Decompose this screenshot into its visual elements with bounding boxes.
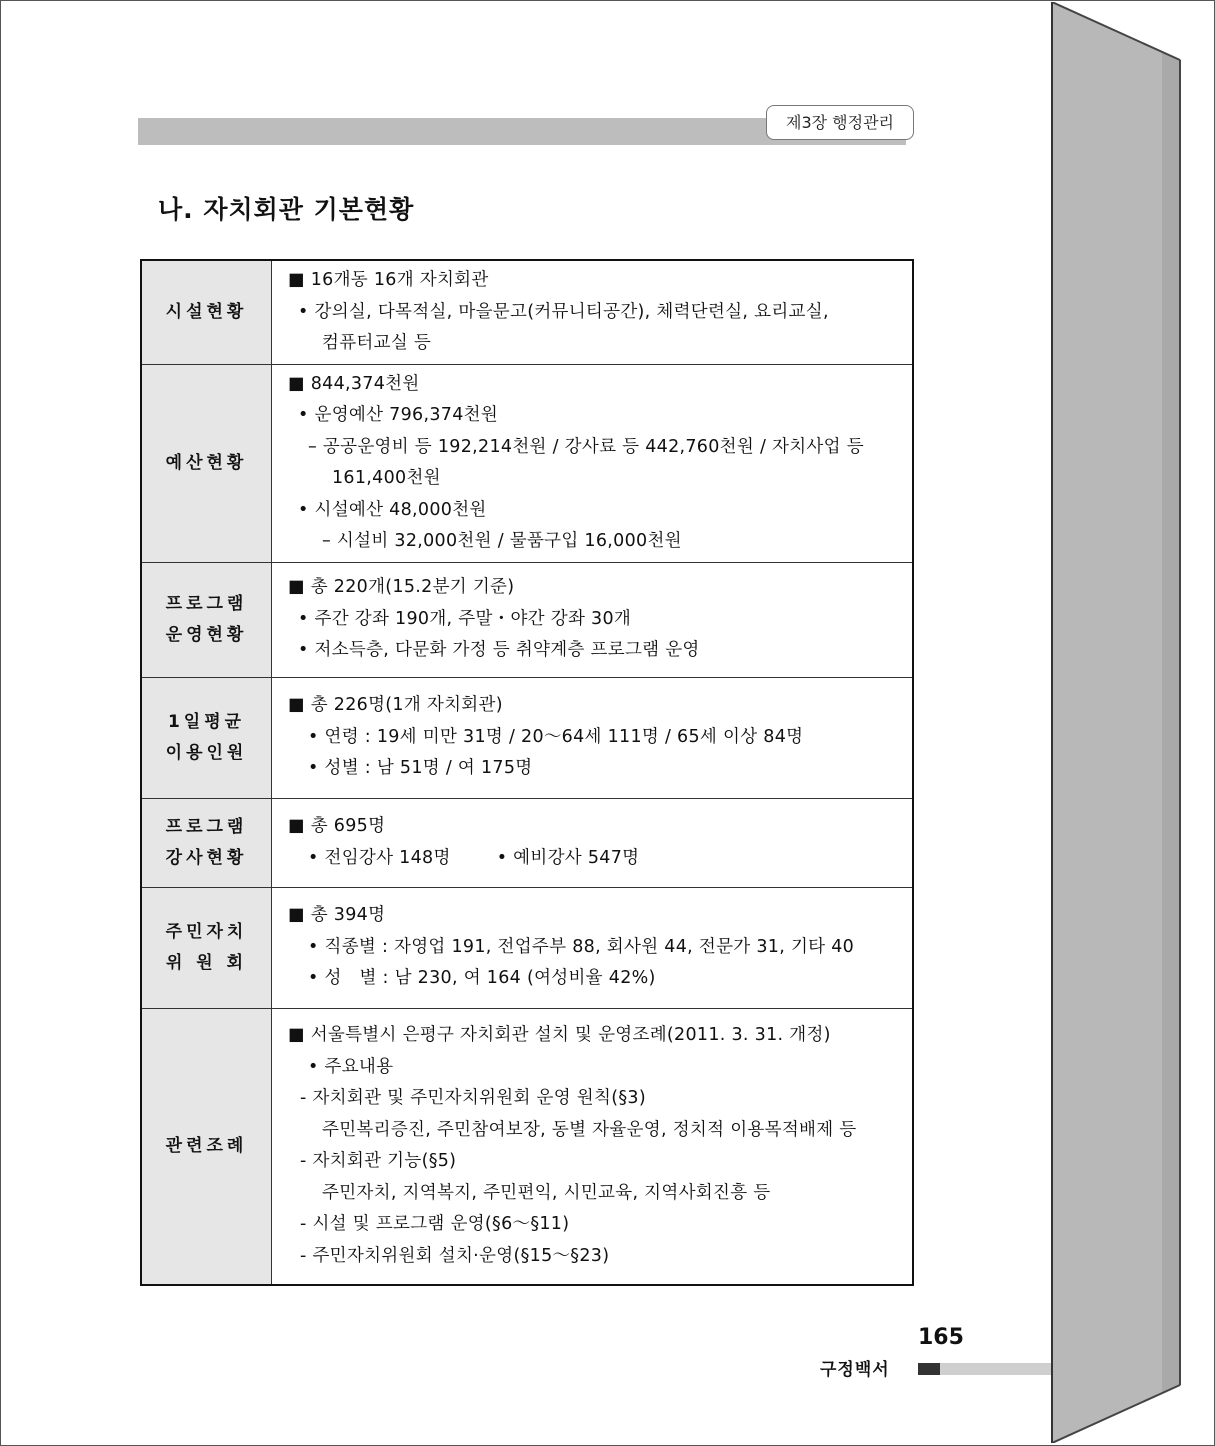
row-label [141,887,272,1008]
content-line: • 강의실, 다목적실, 마을문고(커뮤니티공간), 체력단련실, 요리교실, [298,301,829,322]
content-line: ■ 16개동 16개 자치회관 [288,270,489,290]
content-line: • 저소득층, 다문화 가정 등 취약계층 프로그램 운영 [298,640,700,661]
row-label [141,677,272,798]
table-row-daily-users [141,677,913,798]
footer-bar-mark [918,1363,940,1375]
status-table [140,259,914,1286]
row-label-line: 프로그램 [165,593,248,614]
row-label [141,364,272,562]
chapter-tab: 제3장 행정관리 [766,105,914,140]
content-line: • 성별 : 남 51명 / 여 175명 [308,758,533,779]
table-row-budget [141,364,913,562]
row-label [141,562,272,677]
content-line: - 자치회관 및 주민자치위원회 운영 원칙(§3) [300,1088,646,1109]
row-content [272,1008,914,1285]
table-row-instructors [141,798,913,887]
content-line: - 시설 및 프로그램 운영(§6～§11) [300,1214,570,1235]
content-line: ■ 총 394명 [288,905,386,926]
row-label-line: 프로그램 [165,816,248,837]
row-label-line: 주민자치 [165,921,248,942]
row-label-line: 운영현황 [165,624,248,645]
row-content [272,364,914,562]
content-line: ■ 총 220개(15.2분기 기준) [288,577,515,598]
content-line: • 운영예산 796,374천원 [298,405,499,425]
row-label [141,260,272,364]
content-line: – 시설비 32,000천원 / 물품구입 16,000천원 [322,531,682,551]
table-row-committee [141,887,913,1008]
content-line: • 성 별 : 남 230, 여 164 (여성비율 42%) [308,968,656,989]
content-line: • 연령 : 19세 미만 31명 / 20～64세 111명 / 65세 이상 84명 [308,726,804,747]
table-row-facilities [141,260,913,364]
table-row-ordinance [141,1008,913,1285]
content-line: • 시설예산 48,000천원 [298,499,487,520]
row-label-line: 1일평균 [167,711,246,732]
reserve-instructors: • 예비강사 547명 [496,847,640,868]
content-line: 컴퓨터교실 등 [322,333,432,353]
content-line: - 자치회관 기능(§5) [300,1151,457,1172]
row-label [141,1008,272,1285]
table-row-programs [141,562,913,677]
row-label-line: 이용인원 [165,742,248,763]
page-number: 165 [918,1325,964,1350]
content-line: 주민자치, 지역복지, 주민편익, 시민교육, 지역사회진흥 등 [322,1182,771,1203]
book-page-edges [1052,2,1212,1443]
content-line: ■ 844,374천원 [288,373,420,394]
content-line: 161,400천원 [332,468,441,488]
row-label [141,798,272,887]
content-line: 주민복리증진, 주민참여보장, 동별 자율운영, 정치적 이용목적배제 등 [322,1119,857,1140]
row-content [272,260,914,364]
content-line: ■ 서울특별시 은평구 자치회관 설치 및 운영조례(2011. 3. 31. 개정) [288,1025,831,1046]
content-line: • 주요내용 [308,1056,394,1077]
row-label-line: 시설현황 [165,301,248,322]
row-label-line: 예산현황 [165,452,248,473]
full-time-instructors: • 전임강사 148명 [308,847,451,868]
content-line [288,843,898,875]
row-content [272,677,914,798]
content-line: ■ 총 226명(1개 자치회관) [288,695,503,716]
content-line: - 주민자치위원회 설치·운영(§15～§23) [300,1245,610,1266]
content-line: – 공공운영비 등 192,214천원 / 강사료 등 442,760천원 / 자치사업 등 [308,436,864,457]
row-label-line: 강사현황 [165,847,248,868]
row-content [272,562,914,677]
section-title: 나. 자치회관 기본현황 [158,195,415,224]
content-line: ■ 총 695명 [288,816,386,836]
row-label-line: 위 원 회 [165,952,248,973]
content-line: • 직종별 : 자영업 191, 전업주부 88, 회사원 44, 전문가 31, 기타 40 [308,936,855,957]
row-content [272,798,914,887]
book-name: 구정백서 [820,1360,890,1380]
row-label-line: 관련조례 [165,1135,248,1156]
row-content [272,887,914,1008]
content-line: • 주간 강좌 190개, 주말・야간 강좌 30개 [298,608,632,629]
